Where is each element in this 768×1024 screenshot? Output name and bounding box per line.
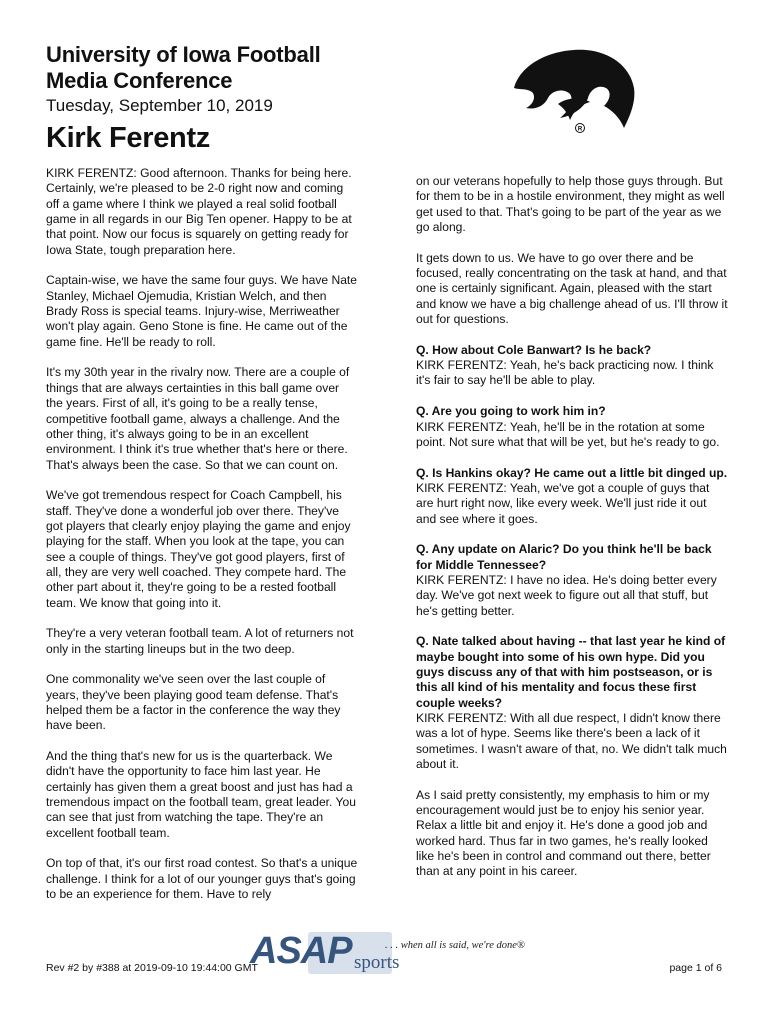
transcript-paragraph: Captain-wise, we have the same four guys. We have Nate Stanley, Michael Ojemudia, Kristian Welch, and then Brady Ross is special teams. Injury-wise, Merriweather won't play again. Geno Stone is fine. He came out of the game fine. He'll be ready to roll. [46, 273, 358, 349]
transcript-paragraph: And the thing that's new for us is the quarterback. We didn't have the opportunity to face him last year. He certainly has given them a great boost and just has had a tremendous impact on the football team, great leader. You can see that just from watching the tape. They're an excellent football team. [46, 749, 356, 840]
transcript-paragraph: On top of that, it's our first road contest. So that's a unique challenge. I think for a lot of our younger guys that's going to be an experience for them. Have to rely [46, 856, 358, 902]
question: Q. How about Cole Banwart? Is he back? [416, 342, 652, 357]
qa-block [416, 343, 728, 389]
page-number: page 1 of 6 [669, 962, 722, 974]
asap-logo-wordmark: ASAP [250, 930, 352, 972]
transcript-paragraph: They're a very veteran football team. A lot of returners not only in the starting lineups but in the two deep. [46, 626, 354, 656]
qa-block [416, 404, 728, 450]
right-column [416, 174, 728, 895]
asap-logo-sports: sports [354, 952, 400, 973]
transcript-paragraph: As I said pretty consistently, my emphasis to him or my encouragement would just be to enjoy his senior year. Relax a little bit and enjoy it. He's done a good job and worked hard. Thus far in two games, he's really looked like he's been in control and command out there, better than at any point in his career. [416, 787, 711, 879]
document-header [46, 42, 406, 155]
transcript-paragraph: KIRK FERENTZ: Good afternoon. Thanks for being here. Certainly, we're pleased to be 2-0 right now and coming off a game where I think we played a real solid football game in all regards in our Big Ten opener. Happy to be at that point. Now our focus is squarely on getting ready for Iowa State, tough preparation here. [46, 166, 352, 257]
answer: KIRK FERENTZ: Yeah, we've got a couple of guys that are hurt right now, like every week. We'll just ride it out and see where it goes. [416, 480, 710, 526]
answer: KIRK FERENTZ: With all due respect, I didn't know there was a lot of hype. Seems like there's been a lack of it sometimes. I wasn't aware of that, no. We didn't talk much about it. [416, 711, 727, 772]
transcript-paragraph: One commonality we've seen over the last couple of years, they've been playing good team defense. That's helped them be a factor in the conference the way they have been. [46, 672, 341, 733]
transcript-paragraph: It gets down to us. We have to go over there and be focused, really concentrating on the task at hand, and that one is certainly significant. Again, pleased with the start and know we have a big challenge ahead of us. I'll throw it out for questions. [416, 250, 728, 327]
answer: KIRK FERENTZ: Yeah, he's back practicing now. I think it's fair to say he'll be able to play. [416, 358, 714, 388]
header-date: Tuesday, September 10, 2019 [46, 96, 273, 115]
asap-sports-logo [250, 930, 570, 978]
question: Q. Nate talked about having -- that last year he kind of maybe bought into some of his own hype. Did you guys discuss any of that with him postseason, or is this all kind of his mentality and focus these first couple weeks? [416, 634, 726, 710]
left-column [46, 166, 358, 918]
header-title-line2: Media Conference [46, 68, 233, 93]
question: Q. Is Hankins okay? He came out a little bit dinged up. [416, 465, 728, 480]
asap-logo-tagline: . . . when all is said, we're done® [385, 940, 525, 951]
transcript-paragraph: It's my 30th year in the rivalry now. There are a couple of things that are always certainties in this ball game over the years. First of all, it's going to be a really tense, competitive football game, always a challenge. And the other thing, it's always going to be in an excellent environment. I think it's true whether that's here or there. That's always been the case. So that we can count on. [46, 365, 350, 472]
revision-info: Rev #2 by #388 at 2019-09-10 19:44:00 GMT [46, 962, 258, 974]
qa-block [416, 466, 728, 527]
transcript-paragraph: We've got tremendous respect for Coach Campbell, his staff. They've done a wonderful job over there. They've got players that clearly enjoy playing the game and enjoy playing for the staff. When you look at the tape, you can see a couple of things. They've got good players, first of all, they are very well coached. They compete hard. The other part about it, they're going to be a rested football team. We know that going into it. [46, 488, 351, 610]
question: Q. Are you going to work him in? [416, 404, 606, 419]
qa-block [416, 634, 728, 772]
qa-block [416, 542, 728, 619]
header-title-line1: University of Iowa Football [46, 42, 321, 67]
answer: KIRK FERENTZ: I have no idea. He's doing better every day. We've got next week to figure out all that stuff, but he's getting better. [416, 572, 717, 618]
iowa-hawkeye-logo-icon [500, 44, 638, 136]
transcript-paragraph: on our veterans hopefully to help those guys through. But for them to be in a hostile environment, they might as well get used to that. That's going to be part of the year as we go along. [416, 174, 725, 235]
svg-text:R: R [577, 126, 583, 133]
answer: KIRK FERENTZ: Yeah, he'll be in the rotation at some point. Not sure what that will be yet, but he's ready to go. [416, 419, 720, 449]
speaker-name: Kirk Ferentz [46, 122, 210, 154]
question: Q. Any update on Alaric? Do you think he'll be back for Middle Tennessee? [416, 542, 712, 572]
